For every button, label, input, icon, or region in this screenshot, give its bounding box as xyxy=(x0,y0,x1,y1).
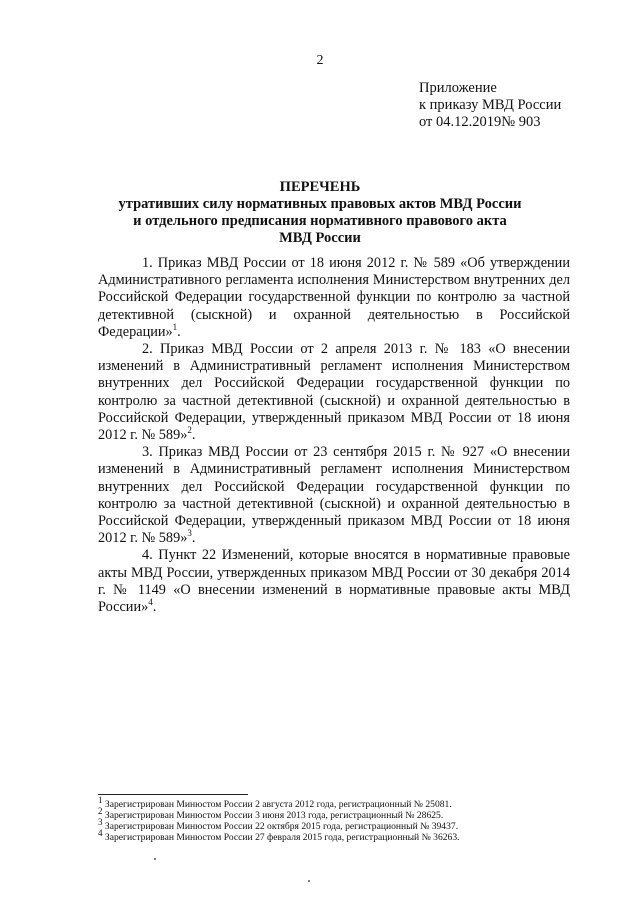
list-item-text: 1. Приказ МВД России от 18 июня 2012 г. № 589 «Об утверждении Административного регламента исполнения Министерством внутренних дел Российской Федерации государственной функции по контролю за частной детективной (сыскной) и охранной деятельностью в Российской Федерации» xyxy=(98,255,570,340)
footnotes xyxy=(98,794,570,843)
footnote-mark: 1 xyxy=(98,794,103,805)
scan-speck xyxy=(154,858,156,860)
footnote-mark: 4 xyxy=(98,827,103,838)
title-line-3: МВД России xyxy=(279,230,361,246)
page-number: 2 xyxy=(316,53,324,68)
appendix-line-3: от 04.12.2019№ 903 xyxy=(419,114,541,130)
footnote-ref: 2 xyxy=(187,425,192,436)
list-item-text: 4. Пункт 22 Изменений, которые вносятся в нормативные правовые акты МВД России, утвержденных приказом МВД России от 30 декабря 2014 г. № 1149 «О внесении изменений в нормативные правовые акты МВД России» xyxy=(98,547,570,616)
footnote-2 xyxy=(98,805,570,821)
list-item-1: 1. Приказ МВД России от 18 июня 2012 г. № 589 «Об утверждении Административного регламента исполнения Министерством внутренних дел Российской Федерации государственной функции по контролю за частной детективной (сыскной) и охранной деятельностью в Российской Федерации»$^1$. xyxy=(98,255,570,340)
scan-speck xyxy=(308,880,310,882)
footnote-divider xyxy=(98,794,248,795)
title-line-2: и отдельного предписания нормативного правового акта xyxy=(133,213,507,229)
footnote-ref: 1 xyxy=(172,322,178,333)
footnote-text: Зарегистрирован Минюстом России 27 февраля 2015 года, регистрационный № 36263. xyxy=(102,832,460,843)
footnote-ref: 3 xyxy=(187,528,192,539)
appendix-line-2: к приказу МВД России xyxy=(419,97,562,113)
footnote-mark: 2 xyxy=(98,805,103,816)
list-item-4: 4. Пункт 22 Изменений, которые вносятся в нормативные правовые акты МВД России, утвержденных приказом МВД России от 30 декабря 2014 г. № 1149 «О внесении изменений в нормативные правовые акты МВД России»$^4$. xyxy=(98,547,570,616)
list-item-text: 3. Приказ МВД России от 23 сентября 2015 г. № 927 «О внесении изменений в Административный регламент исполнения Министерством внутренних дел Российской Федерации государственной функции по контролю за частной детективной (сыскной) и охранной деятельностью в Российской Федерации, утвержденный приказом МВД России от 18 июня 2012 г. № 589» xyxy=(98,444,570,547)
document-title xyxy=(0,179,640,247)
footnote-text: Зарегистрирован Минюстом России 22 октября 2015 года, регистрационный № 39437. xyxy=(102,821,459,832)
footnote-4 xyxy=(98,827,570,843)
footnote-ref: 4 xyxy=(148,597,153,608)
title-heading: ПЕРЕЧЕНЬ xyxy=(279,179,361,195)
list-item-text: 2. Приказ МВД России от 2 апреля 2013 г. № 183 «О внесении изменений в Административный регламент исполнения Министерством внутренних дел Российской Федерации государственной функции по контролю за частной детективной (сыскной) и охранной деятельностью в Российской Федерации, утвержденный приказом МВД России от 18 июня 2012 г. № 589» xyxy=(98,341,570,444)
list-item-2: 2. Приказ МВД России от 2 апреля 2013 г. № 183 «О внесении изменений в Административный регламент исполнения Министерством внутренних дел Российской Федерации государственной функции по контролю за частной детективной (сыскной) и охранной деятельностью в Российской Федерации, утвержденный приказом МВД России от 18 июня 2012 г. № 589»$^2$. xyxy=(98,341,570,444)
footnote-1 xyxy=(98,794,570,810)
footnote-3 xyxy=(98,816,570,832)
footnote-mark: 3 xyxy=(98,816,103,827)
appendix-line-1: Приложение xyxy=(419,80,497,96)
footnote-text: Зарегистрирован Минюстом России 2 августа 2012 года, регистрационный № 25081. xyxy=(102,799,452,810)
list-item-3: 3. Приказ МВД России от 23 сентября 2015 г. № 927 «О внесении изменений в Административный регламент исполнения Министерством внутренних дел Российской Федерации государственной функции по контролю за частной детективной (сыскной) и охранной деятельностью в Российской Федерации, утвержденный приказом МВД России от 18 июня 2012 г. № 589»$^3$. xyxy=(98,444,570,547)
title-line-1: утративших силу нормативных правовых актов МВД России xyxy=(118,196,522,212)
document-body xyxy=(98,255,570,616)
appendix-block xyxy=(419,80,561,131)
footnote-text: Зарегистрирован Минюстом России 3 июня 2013 года, регистрационный № 28625. xyxy=(102,810,444,821)
